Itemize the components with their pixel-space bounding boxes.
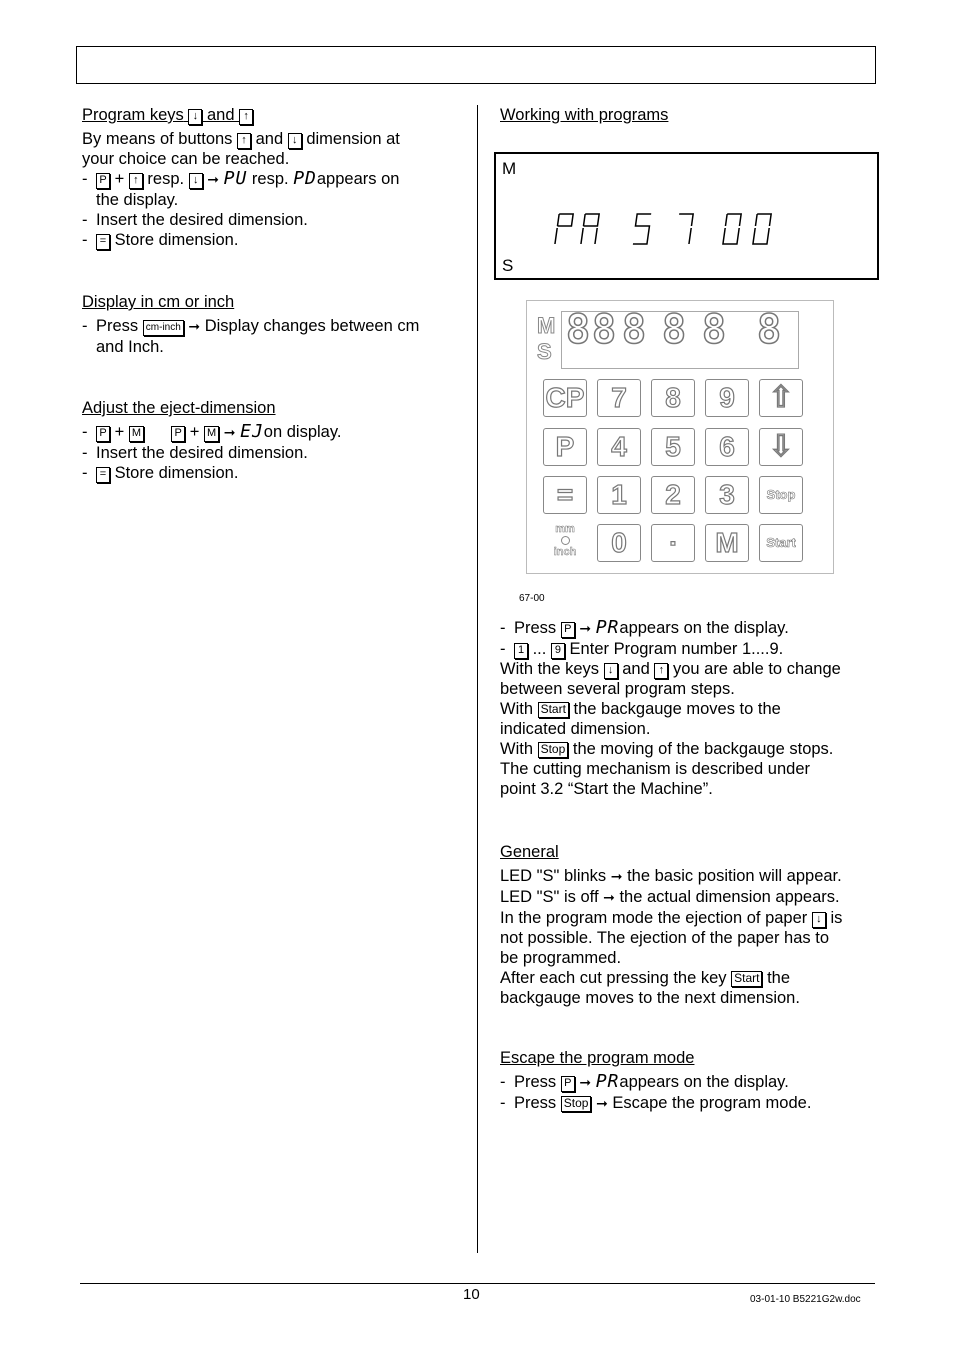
display-cm-step: - Press cm-inch ➞ Display changes between cm bbox=[82, 317, 420, 335]
keys-change-cont: between several program steps. bbox=[500, 680, 735, 698]
eject-step-2: - Insert the desired dimension. bbox=[82, 444, 308, 462]
segment-pr: PR bbox=[595, 1071, 620, 1092]
down-key-icon: ↓ bbox=[189, 173, 203, 189]
p-key-icon: P bbox=[96, 426, 110, 442]
arrow-icon: ➞ bbox=[223, 425, 236, 441]
start-line: With Start the backgauge moves to the bbox=[500, 700, 781, 718]
right-column bbox=[500, 105, 880, 125]
general-line-6: After each cut pressing the key Start the bbox=[500, 969, 791, 987]
display-led-m: M bbox=[502, 159, 517, 178]
arrow-icon: ➞ bbox=[610, 869, 623, 885]
keypad-down-key[interactable]: ⇩ bbox=[759, 428, 803, 466]
arrow-icon: ➞ bbox=[207, 172, 220, 188]
eject-heading: Adjust the eject-dimension bbox=[82, 399, 276, 417]
m-key-icon: M bbox=[129, 426, 144, 442]
program-keys-intro: By means of buttons ↑ and ↓ dimension at bbox=[82, 130, 400, 148]
program-keys-step-1-cont: the display. bbox=[96, 191, 179, 209]
display-panel bbox=[494, 152, 879, 280]
step-press-p: - Press P ➞ PRappears on the display. bbox=[500, 617, 789, 638]
keypad-start-key[interactable]: Start bbox=[759, 524, 803, 562]
eject-step-1: - P + M P + M ➞ EJon display. bbox=[82, 421, 342, 442]
up-key-icon: ↑ bbox=[237, 133, 251, 149]
program-keys-intro-2: your choice can be reached. bbox=[82, 150, 290, 168]
eject-section bbox=[82, 398, 462, 483]
header-box bbox=[76, 46, 876, 84]
program-keys-step-3: - = Store dimension. bbox=[82, 231, 239, 249]
program-keys-heading: Program keys ↓ and ↑ bbox=[82, 105, 462, 125]
column-divider bbox=[477, 105, 478, 1253]
arrow-icon: ➞ bbox=[579, 621, 592, 637]
segment-pr: PR bbox=[595, 617, 620, 638]
keypad-p-key[interactable]: P bbox=[543, 428, 587, 466]
general-line-3: In the program mode the ejection of paper ↓ is bbox=[500, 909, 843, 927]
keypad-5-key[interactable]: 5 bbox=[651, 428, 695, 466]
escape-step-2: - Press Stop ➞ Escape the program mode. bbox=[500, 1094, 812, 1112]
one-key-icon: 1 bbox=[514, 643, 528, 659]
up-key-icon: ↑ bbox=[129, 173, 143, 189]
up-key-icon: ↑ bbox=[239, 109, 253, 125]
start-key-icon: Start bbox=[731, 971, 762, 987]
program-steps bbox=[500, 618, 880, 799]
keypad-ms-label: M S bbox=[537, 313, 556, 364]
p-key-icon: P bbox=[561, 622, 575, 638]
figure-label: 67-00 bbox=[519, 593, 545, 604]
keys-change-line: With the keys ↓ and ↑ you are able to change bbox=[500, 660, 841, 678]
general-line-5: be programmed. bbox=[500, 949, 622, 967]
general-line-7: backgauge moves to the next dimension. bbox=[500, 989, 800, 1007]
down-key-icon: ↓ bbox=[604, 663, 618, 679]
display-cm-cont: and Inch. bbox=[96, 338, 164, 356]
down-key-icon: ↓ bbox=[188, 109, 202, 125]
cut-line-2: point 3.2 “Start the Machine”. bbox=[500, 780, 713, 798]
keypad-4-key[interactable]: 4 bbox=[597, 428, 641, 466]
keypad-figure bbox=[526, 300, 834, 574]
start-cont: indicated dimension. bbox=[500, 720, 651, 738]
escape-heading: Escape the program mode bbox=[500, 1049, 695, 1067]
keypad-6-key[interactable]: 6 bbox=[705, 428, 749, 466]
p-key-icon: P bbox=[171, 426, 185, 442]
general-line-1: LED "S" blinks ➞ the basic position will appear. bbox=[500, 867, 842, 885]
equals-key-icon: = bbox=[96, 467, 110, 483]
arrow-icon: ➞ bbox=[579, 1075, 592, 1091]
down-key-icon: ↓ bbox=[812, 912, 826, 928]
general-section bbox=[500, 842, 880, 1008]
keypad-stop-key[interactable]: Stop bbox=[759, 476, 803, 514]
step-enter-program: - 1 ... 9 Enter Program number 1....9. bbox=[500, 640, 784, 658]
program-keys-step-2: - Insert the desired dimension. bbox=[82, 211, 308, 229]
page-number: 10 bbox=[463, 1286, 480, 1303]
program-keys-section bbox=[82, 105, 462, 250]
keypad-7-key[interactable]: 7 bbox=[597, 379, 641, 417]
down-key-icon: ↓ bbox=[288, 133, 302, 149]
arrow-icon: ➞ bbox=[188, 319, 201, 335]
keypad-8-key[interactable]: 8 bbox=[651, 379, 695, 417]
general-line-2: LED "S" is off ➞ the actual dimension appears. bbox=[500, 888, 840, 906]
stop-key-icon: Stop bbox=[561, 1096, 592, 1112]
footer-rule bbox=[80, 1283, 875, 1284]
working-programs-heading: Working with programs bbox=[500, 106, 669, 124]
keypad-3-key[interactable]: 3 bbox=[705, 476, 749, 514]
keypad-dot-key[interactable]: ▫ bbox=[651, 524, 695, 562]
keypad-0-key[interactable]: 0 bbox=[597, 524, 641, 562]
arrow-icon: ➞ bbox=[603, 890, 615, 906]
keypad-up-key[interactable]: ⇧ bbox=[759, 379, 803, 417]
arrow-icon: ➞ bbox=[596, 1096, 608, 1112]
keypad-9-key[interactable]: 9 bbox=[705, 379, 749, 417]
nine-key-icon: 9 bbox=[551, 643, 565, 659]
keypad-2-key[interactable]: 2 bbox=[651, 476, 695, 514]
escape-step-1: - Press P ➞ PRappears on the display. bbox=[500, 1071, 789, 1092]
segment-pu: PU bbox=[223, 168, 248, 189]
m-key-icon: M bbox=[204, 426, 219, 442]
equals-key-icon: = bbox=[96, 234, 110, 250]
eject-step-3: - = Store dimension. bbox=[82, 464, 239, 482]
keypad-lcd: 8 8 8 8 8 8 bbox=[561, 311, 799, 369]
keypad-m-key[interactable]: M bbox=[705, 524, 749, 562]
escape-section bbox=[500, 1048, 880, 1114]
keypad-equals-key[interactable]: = bbox=[543, 476, 587, 514]
display-cm-heading: Display in cm or inch bbox=[82, 293, 235, 311]
p-key-icon: P bbox=[96, 173, 110, 189]
display-cm-section bbox=[82, 292, 462, 357]
stop-line: With Stop the moving of the backgauge stops. bbox=[500, 740, 834, 758]
display-digits bbox=[554, 208, 794, 253]
program-keys-step-1: - P + ↑ resp. ↓ ➞ PU resp. PDappears on bbox=[82, 168, 400, 189]
start-key-icon: Start bbox=[538, 702, 569, 718]
document-reference: 03-01-10 B5221G2w.doc bbox=[750, 1294, 861, 1305]
cut-line-1: The cutting mechanism is described under bbox=[500, 760, 810, 778]
general-heading: General bbox=[500, 843, 559, 861]
general-line-4: not possible. The ejection of the paper has to bbox=[500, 929, 830, 947]
segment-ej: EJ bbox=[240, 421, 264, 442]
stop-key-icon: Stop bbox=[538, 742, 569, 758]
display-led-s: S bbox=[502, 256, 514, 275]
segment-pd: PD bbox=[293, 168, 317, 189]
cm-inch-key-icon: cm-inch bbox=[143, 320, 184, 336]
keypad-cp-key[interactable]: CP bbox=[543, 379, 587, 417]
p-key-icon: P bbox=[561, 1076, 575, 1092]
up-key-icon: ↑ bbox=[654, 663, 668, 679]
keypad-1-key[interactable]: 1 bbox=[597, 476, 641, 514]
keypad-mm-inch-indicator[interactable]: mm inch bbox=[553, 523, 577, 558]
seven-segment-readout bbox=[554, 208, 794, 248]
